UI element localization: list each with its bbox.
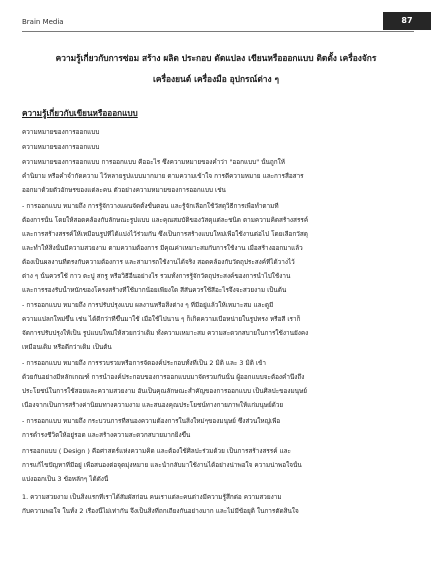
body-text-line: และทำให้สิ่งนั้นมีความสวยงาม ตามความต้องการ มีคุณค่าเหมาะสมกับการใช้งาน เมื่อสร้างออกมาแล้ว: [22, 244, 303, 252]
body-text-line: ความหมายของการออกแบบ: [22, 143, 100, 151]
body-text-line: - การออกแบบ หมายถึง การรู้จักวางแผนจัดตั้งขั้นตอน และรู้จักเลือกใช้วัสดุวิธีการเพื่อทำตามที่: [22, 202, 279, 210]
body-text-line: เหมือนเดิม หรือดีกว่าเดิม เป็นต้น: [22, 343, 112, 351]
body-text-line: การดำรงชีวิตให้อยู่รอด และสร้างความสะดวกสบายมากยิ่งขึ้น: [22, 431, 191, 439]
body-text-line: การออกแบบ ( Design ) คือศาสตร์แห่งความคิด และต้องใช้ศิลปะร่วมด้วย เป็นการสร้างสรรค์ และ: [22, 447, 291, 455]
header-rule: [22, 31, 414, 32]
brand-name: Brain Media: [22, 18, 64, 26]
body-text-line: ความหมายของการออกแบบ: [22, 128, 100, 136]
body-text-line: ความแปลกใหม่ขึ้น เช่น ได้ดีกว่าที่ขึ้นมาใช้ เมื่อใช้ไปนาน ๆ ก็เกิดความเบื่อหน่ายในรูปทรง หรือสี เราก็: [22, 315, 301, 323]
body-text-line: ต่าง ๆ นั้นควรใช้ กาว ตะปู สกรู หรือวิธีอื่นอย่างไร รวมทั้งการรู้จักวัตถุประสงค์ของการนำไปใช้งาน: [22, 272, 291, 280]
document-title-line-1: ความรู้เกี่ยวกับการซ่อม สร้าง ผลิต ประกอบ ดัดแปลง เขียนหรือออกแบบ ติดตั้ง เครื่องจักร: [55, 53, 377, 63]
body-text-line: จัดการปรับปรุงให้เป็น รูปแบบใหม่ให้สวยกว่าเดิม ทั้งความเหมาะสม ความสะดวกสบายในการใช้งานยังคง: [22, 329, 309, 337]
body-text-line: - การออกแบบ หมายถึง การปรับปรุงแบบ ผลงานหรือสิ่งต่าง ๆ ที่มีอยู่แล้วให้เหมาะสม และดูมี: [22, 301, 274, 309]
body-text-line: ออกมาด้วยตัวอักษรของแต่ละคน ตัวอย่างความหมายของการออกแบบ เช่น: [22, 186, 226, 194]
body-text-line: แบ่งออกเป็น 3 ข้อหลักๆ ได้ดังนี้: [22, 475, 109, 483]
page-number: 87: [383, 12, 431, 30]
body-text-line: กับความพอใจ ในทั้ง 2 เรื่องนี้ไม่เท่ากัน จึงเป็นสิ่งที่ถกเถียงกันอย่างมาก และไม่มีข้อยุติ ในการตัดสินใจ: [22, 507, 299, 515]
body-text-line: ประโยชน์ในการใช้สอยและความสวยงาม อันเป็นคุณลักษณะสำคัญของการออกแบบ เป็นศิลปะของมนุษย์: [22, 387, 307, 395]
body-text-line: และการสร้างสรรค์ให้เหมือนรูปที่ได้แบ่งไว้ร่วมกัน ซึ่งเป็นการสร้างแบบใหม่เพื่อใช้งานต่อไป โดยเลือกวัสดุ: [22, 230, 308, 238]
body-text-line: ต้องการนั้น โดยให้สอดคล้องกับลักษณะรูปแบบ และคุณสมบัติของวัสดุแต่ละชนิด ตามความคิดสร้างสรรค์: [22, 216, 309, 224]
body-text-line: คำนิยาม หรือคำจำกัดความ ไว้หลายรูปแบบมากมาย ตามความเข้าใจ การตีความหมาย และการสื่อสาร: [22, 172, 304, 180]
body-text-line: - การออกแบบ หมายถึง กระบวนการที่สนองความต้องการในสิ่งใหม่ๆของมนุษย์ ซึ่งส่วนใหญ่เพื่อ: [22, 417, 281, 425]
body-text-line: 1. ความสวยงาม เป็นสิ่งแรกที่เราได้สัมผัสก่อน คนเราแต่ละคนต่างมีความรู้สึกต่อ ความสวยงาม: [22, 493, 282, 501]
body-text-line: เนื่องจากเป็นการสร้างค่านิยมทางความงาม และสนองคุณประโยชน์ทางกายภาพให้แก่มนุษย์ด้วย: [22, 401, 284, 409]
body-text-line: และการรองรับน้ำหนักของโครงสร้างที่ใช้มากน้อยเพียงใด สีสันควรใช้สีอะไรจึงจะสวยงาม เป็นต้น: [22, 286, 287, 294]
body-text-line: การแก้ไขปัญหาที่มีอยู่ เพื่อสนองต่อจุดมุ่งหมาย และนำกลับมาใช้งานได้อย่างน่าพอใจ ความน่าพอใจนั้น: [22, 461, 302, 469]
body-text-line: ความหมายของการออกแบบ การออกแบบ คืออะไร ซึ่งความหมายของคำว่า "ออกแบบ" นั้นถูกให้: [22, 158, 285, 166]
body-text-line: ต้องเป็นผลงานที่ตรงกับความต้องการ และสามารถใช้งานได้จริง สอดคล้องกับวัตถุประสงค์ที่ได้วางไว้: [22, 258, 295, 266]
body-text-line: ด้วยกันอย่างมีหลักเกณฑ์ การนำองค์ประกอบของการออกแบบมาจัดรวมกันนั้น ผู้ออกแบบจะต้องคำนึงถึง: [22, 373, 305, 381]
document-title-line-2: เครื่องยนต์ เครื่องมือ อุปกรณ์ต่าง ๆ: [153, 74, 279, 84]
body-text-line: - การออกแบบ หมายถึง การรวบรวมหรือการจัดองค์ประกอบทั้งที่เป็น 2 มิติ และ 3 มิติ เข้า: [22, 359, 267, 367]
page-header: [22, 12, 414, 28]
document-title: [30, 48, 402, 90]
section-heading: ความรู้เกี่ยวกับเขียนหรือออกแบบ: [22, 108, 138, 118]
